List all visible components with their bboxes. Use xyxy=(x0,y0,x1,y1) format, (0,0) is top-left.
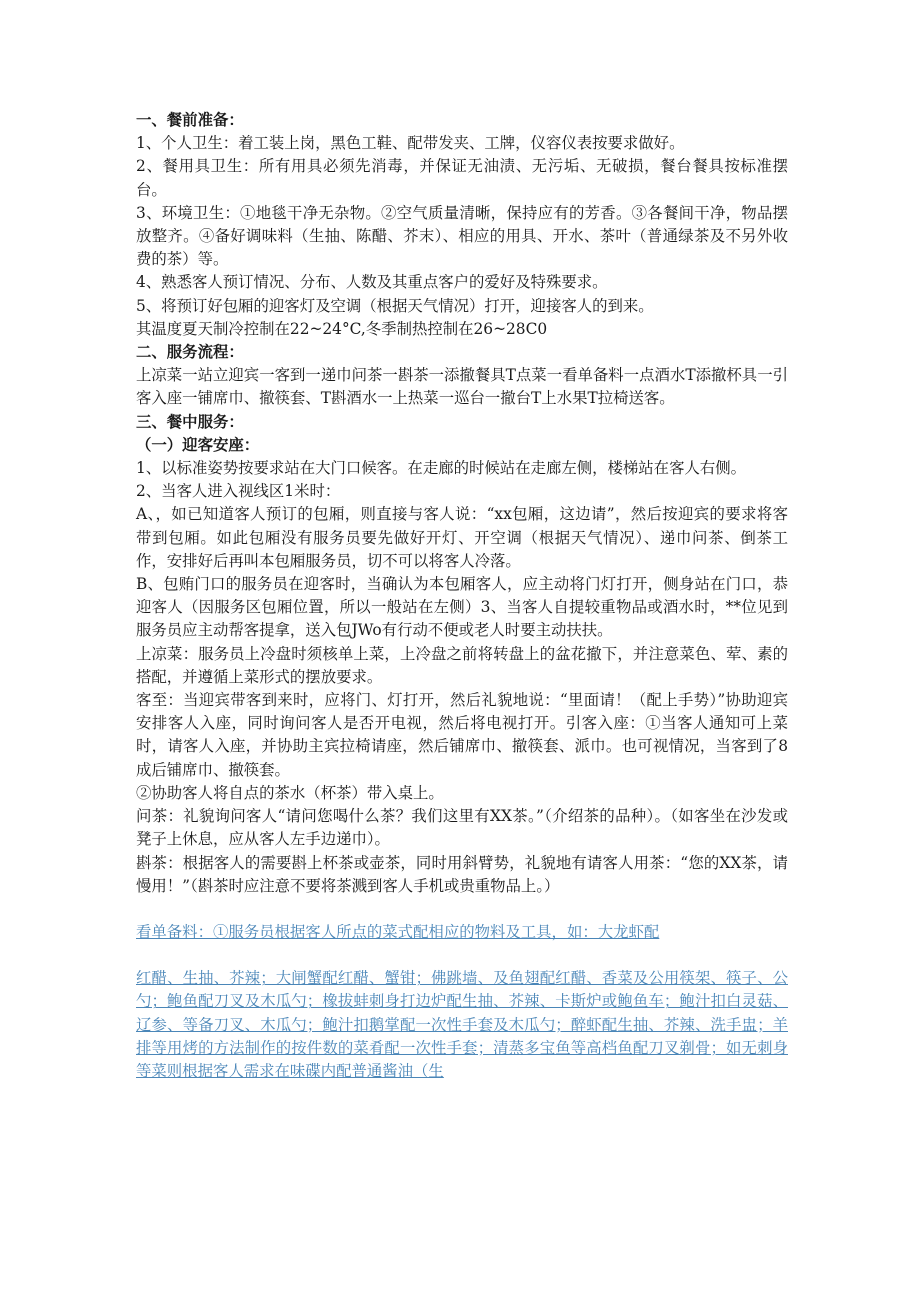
paragraph: ②协助客人将自点的茶水（杯茶）带入桌上。 xyxy=(136,783,444,802)
paragraph: 1、个人卫生：着工装上岗，黑色工鞋、配带发夹、工牌，仪容仪表按要求做好。 xyxy=(136,134,685,153)
paragraph: 4、熟悉客人预订情况、分布、人数及其重点客户的爱好及特殊要求。 xyxy=(136,273,608,292)
paragraph: 问茶：礼貌询问客人“请问您喝什么茶？我们这里有XX茶。”（介绍茶的品种）。（如客坐在沙发或凳子上休息，应从客人左手边递巾）。 xyxy=(136,807,788,849)
heading-service-flow: 二、服务流程： xyxy=(136,343,244,362)
paragraph: 客至：当迎宾带客到来时，应将门、灯打开，然后礼貌地说：“里面请！（配上手势）”协助迎宾安排客人入座，同时询问客人是否开电视，然后将电视打开。引客入座：①当客人通知可上菜时，请客人入座，并协助主宾拉椅请座，然后铺席巾、撤筷套、派巾。也可视情况，当客到了8成后铺席巾、撤筷套。 xyxy=(136,691,788,779)
paragraph: 3、环境卫生：①地毯干净无杂物。②空气质量清晰，保持应有的芳香。③各餐间干净，物品摆放整齐。④备好调味料（生抽、陈醋、芥末）、相应的用具、开水、茶叶（普通绿茶及不另外收费的茶）等。 xyxy=(136,203,788,269)
spacer xyxy=(136,898,788,921)
document-body xyxy=(136,109,788,1083)
paragraph: B、包贿门口的服务员在迎客时，当确认为本包厢客人，应主动将门灯打开，侧身站在门口，恭迎客人（因服务区包厢位置，所以一般站在左侧）3、当客人自提较重物品或酒水时，**位见到服务员应主动帮客提拿，送入包JWo有行动不便或老人时要主动扶扶。 xyxy=(136,575,788,640)
link-paragraph[interactable]: 红醋、生抽、芥辣；大闸蟹配红醋、蟹钳；佛跳墙、及鱼翅配红醋、香菜及公用筷架、筷子、公勺；鲍鱼配刀叉及木瓜勺；橡拔蚌刺身打边炉配生抽、芥辣、卡斯炉或鲍鱼车；鲍汁扣白灵菇、辽参、等备刀叉、木瓜勺；鲍汁扣鹅掌配一次性手套及木瓜勺；醉虾配生抽、芥辣、洗手盅；羊排等用烤的方法制作的按件数的菜肴配一次性手套；清蒸多宝鱼等高档鱼配刀叉剃骨；如无刺身等菜则根据客人需求在味碟内配普通酱油（生 xyxy=(136,969,788,1080)
heading-during-meal: 三、餐中服务： xyxy=(136,412,244,431)
paragraph: 上凉菜一站立迎宾一客到一递巾问茶一斟茶一添撤餐具T点菜一看单备料一点酒水T添撤杯具一引客入座一铺席巾、撤筷套、T斟酒水一上热菜一巡台一撤台T上水果T拉椅送客。 xyxy=(136,366,788,408)
spacer xyxy=(136,944,788,967)
link-paragraph[interactable]: 看单备料：①服务员根据客人所点的菜式配相应的物料及工具，如：大龙虾配 xyxy=(136,922,660,941)
paragraph: A、，如已知道客人预订的包厢，则直接与客人说：“xx包厢，这边请”，然后按迎宾的要求将客带到包厢。如此包厢没有服务员要先做好开灯、开空调（根据天气情况）、递巾问茶、倒茶工作，安排好后再叫本包厢服务员，切不可以将客人冷落。 xyxy=(136,505,788,570)
paragraph: 2、餐用具卫生：所有用具必须先消毒，并保证无油渍、无污垢、无破损，餐台餐具按标准摆台。 xyxy=(136,157,788,199)
paragraph: 其温度夏天制冷控制在22~24°C,冬季制热控制在26~28C0 xyxy=(136,319,548,338)
paragraph: 斟茶：根据客人的需要斟上杯茶或壶茶，同时用斜臂势，礼貌地有请客人用茶：“您的XX茶，请慢用！”（斟茶时应注意不要将茶溅到客人手机或贵重物品上。） xyxy=(136,853,788,895)
paragraph: 2、当客人进入视线区1米时： xyxy=(136,482,341,501)
paragraph: 1、以标准姿势按要求站在大门口候客。在走廊的时候站在走廊左侧，楼梯站在客人右侧。 xyxy=(136,459,747,478)
heading-pre-meal: 一、餐前准备： xyxy=(136,111,244,129)
subheading-greeting: （一）迎客安座： xyxy=(136,435,260,454)
paragraph: 上凉菜：服务员上冷盘时须核单上菜，上冷盘之前将转盘上的盆花撤下，并注意菜色、荤、素的搭配，并遵循上菜形式的摆放要求。 xyxy=(136,644,788,686)
paragraph: 5、将预订好包厢的迎客灯及空调（根据天气情况）打开，迎接客人的到来。 xyxy=(136,296,654,315)
